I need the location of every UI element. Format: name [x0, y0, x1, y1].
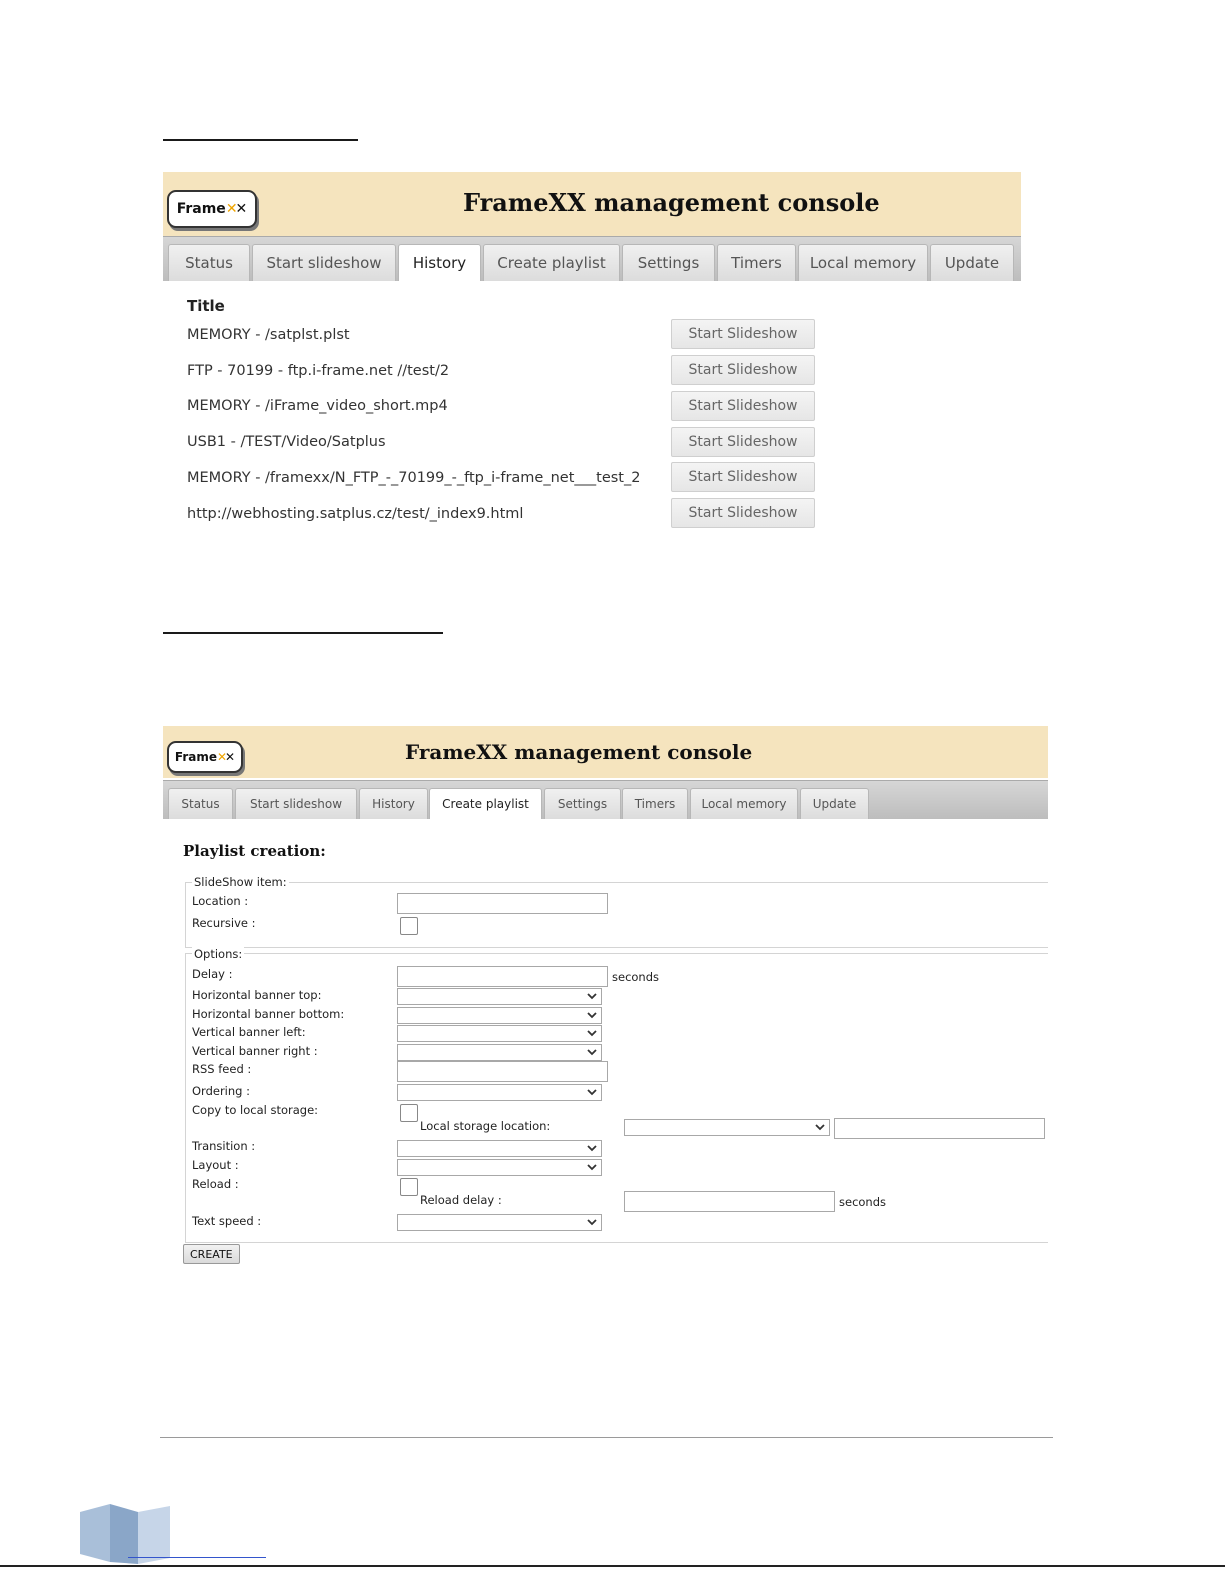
- tab-history[interactable]: History: [398, 244, 481, 281]
- tab-bar: [163, 780, 1048, 819]
- slideshow-item-fieldset: [185, 882, 1048, 948]
- start-slideshow-button[interactable]: Start Slideshow: [671, 319, 815, 349]
- console-header: [163, 172, 1021, 236]
- text-speed-label: Text speed :: [192, 1214, 262, 1228]
- playlist-heading: Playlist creation:: [183, 842, 326, 860]
- reload-checkbox[interactable]: [400, 1178, 418, 1196]
- rss-feed-input[interactable]: [397, 1061, 608, 1082]
- local-storage-location-select[interactable]: [624, 1119, 830, 1136]
- reload-label: Reload :: [192, 1177, 239, 1191]
- footer-rule: [160, 1437, 1053, 1438]
- layout-label: Layout :: [192, 1158, 239, 1172]
- history-row-title: MEMORY - /satplst.plst: [187, 327, 350, 343]
- create-button[interactable]: CREATE: [183, 1244, 240, 1264]
- tab-timers[interactable]: Timers: [622, 788, 688, 819]
- history-row-title: MEMORY - /iFrame_video_short.mp4: [187, 398, 448, 414]
- transition-label: Transition :: [192, 1139, 256, 1153]
- text-speed-select[interactable]: [397, 1214, 602, 1231]
- options-legend: Options:: [194, 947, 243, 961]
- start-slideshow-button[interactable]: Start Slideshow: [671, 462, 815, 492]
- section-underline-1: [163, 139, 358, 141]
- tab-local-memory[interactable]: Local memory: [798, 244, 928, 281]
- tab-local-memory[interactable]: Local memory: [690, 788, 798, 819]
- v-banner-left-label: Vertical banner left:: [192, 1025, 306, 1039]
- tab-create-playlist[interactable]: Create playlist: [429, 788, 542, 819]
- page-title: FrameXX management console: [463, 188, 880, 217]
- console-header: [163, 726, 1048, 778]
- location-label: Location :: [192, 894, 249, 908]
- h-banner-bottom-label: Horizontal banner bottom:: [192, 1007, 345, 1021]
- history-screenshot: [163, 172, 1021, 534]
- ordering-label: Ordering :: [192, 1084, 250, 1098]
- create-playlist-screenshot: [163, 726, 1048, 1271]
- tab-update[interactable]: Update: [930, 244, 1014, 281]
- h-banner-top-select[interactable]: [397, 988, 602, 1005]
- recursive-checkbox[interactable]: [400, 917, 418, 935]
- tab-start-slideshow[interactable]: Start slideshow: [235, 788, 357, 819]
- delay-input[interactable]: [397, 966, 608, 987]
- h-banner-top-label: Horizontal banner top:: [192, 988, 322, 1002]
- logo-xx-icon: ✕: [216, 750, 226, 764]
- logo-xx-icon: ✕: [225, 201, 236, 217]
- chevron-down-icon: [814, 1121, 826, 1133]
- local-storage-path-input[interactable]: [834, 1118, 1045, 1139]
- recursive-label: Recursive :: [192, 916, 256, 930]
- start-slideshow-button[interactable]: Start Slideshow: [671, 391, 815, 421]
- history-column-title: Title: [187, 297, 225, 315]
- delay-unit: seconds: [612, 970, 660, 984]
- footer-link-line: [128, 1557, 266, 1558]
- tab-status[interactable]: Status: [168, 244, 250, 281]
- start-slideshow-button[interactable]: Start Slideshow: [671, 427, 815, 457]
- tab-bar: [163, 236, 1021, 281]
- footer-book-icon: [80, 1502, 170, 1564]
- chevron-down-icon: [586, 1216, 598, 1228]
- history-row-title: http://webhosting.satplus.cz/test/_index9.html: [187, 506, 524, 522]
- framexx-logo[interactable]: Frame ✕ ✕: [167, 741, 243, 773]
- tab-status[interactable]: Status: [168, 788, 233, 819]
- h-banner-bottom-select[interactable]: [397, 1007, 602, 1024]
- chevron-down-icon: [586, 990, 598, 1002]
- start-slideshow-button[interactable]: Start Slideshow: [671, 355, 815, 385]
- transition-select[interactable]: [397, 1140, 602, 1157]
- start-slideshow-button[interactable]: Start Slideshow: [671, 498, 815, 528]
- chevron-down-icon: [586, 1086, 598, 1098]
- chevron-down-icon: [586, 1046, 598, 1058]
- copy-local-checkbox[interactable]: [400, 1104, 418, 1122]
- section-underline-2: [163, 632, 443, 634]
- history-row-title: USB1 - /TEST/Video/Satplus: [187, 434, 386, 450]
- tab-start-slideshow[interactable]: Start slideshow: [252, 244, 396, 281]
- chevron-down-icon: [586, 1009, 598, 1021]
- page-title: FrameXX management console: [405, 740, 753, 764]
- tab-update[interactable]: Update: [800, 788, 869, 819]
- reload-delay-unit: seconds: [839, 1195, 887, 1209]
- rss-feed-label: RSS feed :: [192, 1062, 252, 1076]
- chevron-down-icon: [586, 1027, 598, 1039]
- framexx-logo[interactable]: Frame ✕ ✕: [167, 190, 257, 228]
- reload-delay-label: Reload delay :: [420, 1193, 502, 1207]
- tab-history[interactable]: History: [359, 788, 428, 819]
- layout-select[interactable]: [397, 1159, 602, 1176]
- delay-label: Delay :: [192, 967, 233, 981]
- slideshow-item-legend: SlideShow item:: [194, 875, 287, 889]
- chevron-down-icon: [586, 1142, 598, 1154]
- tab-settings[interactable]: Settings: [544, 788, 621, 819]
- tab-timers[interactable]: Timers: [717, 244, 796, 281]
- v-banner-right-select[interactable]: [397, 1044, 602, 1061]
- history-row-title: FTP - 70199 - ftp.i-frame.net //test/2: [187, 363, 450, 379]
- ordering-select[interactable]: [397, 1084, 602, 1101]
- v-banner-right-label: Vertical banner right :: [192, 1044, 318, 1058]
- local-storage-location-label: Local storage location:: [420, 1119, 551, 1133]
- page-bottom-rule: [0, 1565, 1225, 1567]
- chevron-down-icon: [586, 1161, 598, 1173]
- reload-delay-input[interactable]: [624, 1191, 835, 1212]
- v-banner-left-select[interactable]: [397, 1025, 602, 1042]
- location-input[interactable]: [397, 893, 608, 914]
- history-row-title: MEMORY - /framexx/N_FTP_-_70199_-_ftp_i-frame_net___test_2: [187, 470, 641, 486]
- tab-create-playlist[interactable]: Create playlist: [483, 244, 620, 281]
- tab-settings[interactable]: Settings: [622, 244, 715, 281]
- copy-local-label: Copy to local storage:: [192, 1103, 319, 1117]
